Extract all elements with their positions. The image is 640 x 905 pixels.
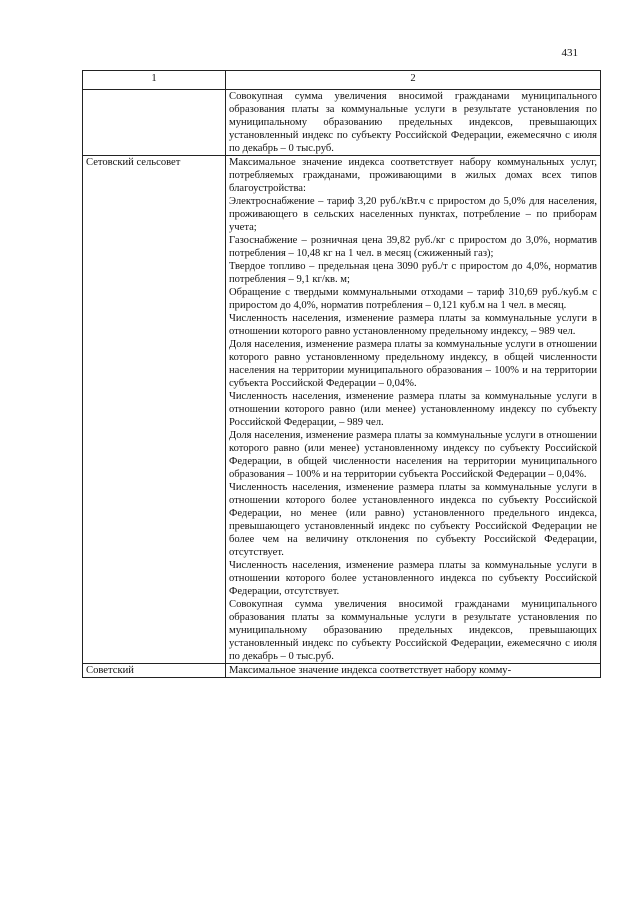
- paragraph: Совокупная сумма увеличения вносимой гражданами муниципального образования платы за коммунальные услуги в результате установления по муниципальному образованию предельных индексов, превышающих установленный индекс по субъекту Российской Федерации, ежемесячно с июля по декабрь – 0 тыс.руб.: [229, 599, 597, 662]
- region-cell: Советский: [83, 664, 226, 678]
- paragraph: Максимальное значение индекса соответствует набору коммунальных услуг, потребляемых гражданами, проживающими в жилых домах всех типов благоустройства:: [229, 157, 597, 194]
- table-header-row: [83, 71, 601, 90]
- description-cell: [226, 156, 601, 664]
- region-cell: Сетовский сельсовет: [83, 156, 226, 664]
- region-cell: [83, 90, 226, 156]
- paragraph: Электроснабжение – тариф 3,20 руб./кВт.ч с приростом до 5,0% для населения, проживающего в сельских населенных пунктах, потребление – по приборам учета;: [229, 196, 597, 233]
- paragraph: Численность населения, изменение размера платы за коммунальные услуги в отношении которого более установленного индекса по субъекту Российской Федерации, отсутствует.: [229, 560, 597, 597]
- column-header-1: 1: [83, 71, 226, 90]
- page-number: 431: [561, 47, 578, 59]
- paragraph: Максимальное значение индекса соответствует набору комму-: [229, 665, 512, 676]
- tariff-table: [82, 70, 601, 678]
- paragraph: Численность населения, изменение размера платы за коммунальные услуги в отношении которого равно установленному предельному индексу, – 989 чел.: [229, 313, 597, 337]
- table-row: [83, 156, 601, 664]
- paragraph: Доля населения, изменение размера платы за коммунальные услуги в отношении которого равно установленному предельному индексу, в общей численности населения на территории муниципального образования – 100% и на территории субъекта Российской Федерации – 0,04%.: [229, 339, 597, 389]
- paragraph: Совокупная сумма увеличения вносимой гражданами муниципального образования платы за коммунальные услуги в результате установления по муниципальному образованию предельных индексов, превышающих установленный индекс по субъекту Российской Федерации, ежемесячно с июля по декабрь – 0 тыс.руб.: [229, 91, 597, 154]
- paragraph: Численность населения, изменение размера платы за коммунальные услуги в отношении которого равно (или менее) установленному индексу по субъекту Российской Федерации, – 989 чел.: [229, 391, 597, 428]
- description-cell: [226, 664, 601, 678]
- paragraph: Доля населения, изменение размера платы за коммунальные услуги в отношении которого равно (или менее) установленному индексу по субъекту Российской Федерации, в общей численности населения на территории муниципального образования – 100% и на территории субъекта Российской Федерации – 0,04%.: [229, 430, 597, 480]
- column-header-2: 2: [226, 71, 601, 90]
- paragraph: Численность населения, изменение размера платы за коммунальные услуги в отношении которого более установленного индекса по субъекту Российской Федерации, но менее (или равно) установленного предельного индекса, превышающего установленный индекс по субъекту Российской Федерации не более чем на величину отклонения по субъекту Российской Федерации, отсутствует.: [229, 482, 597, 558]
- paragraph: Газоснабжение – розничная цена 39,82 руб./кг с приростом до 3,0%, норматив потребления – 10,48 кг на 1 чел. в месяц (сжиженный газ);: [229, 235, 597, 259]
- table-row: [83, 90, 601, 156]
- description-cell: [226, 90, 601, 156]
- paragraph: Твердое топливо – предельная цена 3090 руб./т с приростом до 4,0%, норматив потребления – 9,1 кг/кв. м;: [229, 261, 597, 285]
- table-row: [83, 664, 601, 678]
- paragraph: Обращение с твердыми коммунальными отходами – тариф 310,69 руб./куб.м с приростом до 4,0%, норматив потребления – 0,121 куб.м на 1 чел. в месяц.: [229, 287, 597, 311]
